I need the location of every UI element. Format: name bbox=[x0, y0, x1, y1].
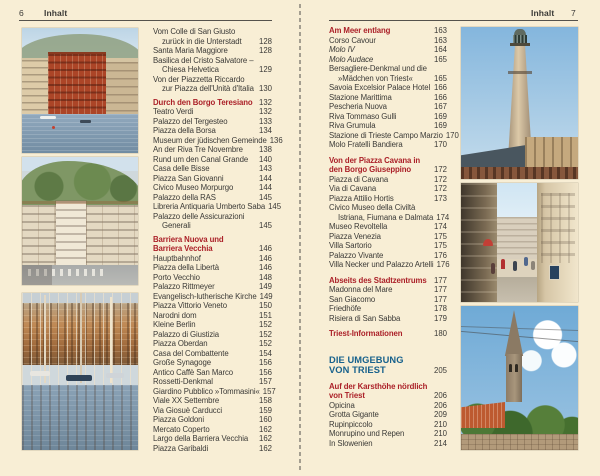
toc-entry bbox=[153, 126, 272, 136]
toc-entry-page-number: 178 bbox=[433, 304, 447, 313]
red-umbrella bbox=[483, 239, 493, 246]
toc-entry-title: Palazzo della RAS bbox=[153, 192, 216, 202]
toc-entry-page-number: 143 bbox=[258, 164, 272, 173]
toc-entry-page-number: 206 bbox=[433, 391, 447, 400]
toc-entry bbox=[153, 311, 272, 321]
toc-entry-page-number: 152 bbox=[258, 339, 272, 348]
toc-entry bbox=[153, 117, 272, 127]
toc-entry-title: Barriera Nuova und bbox=[153, 234, 224, 244]
toc-entry bbox=[329, 74, 447, 84]
toc-entry-title: Von der Piazzetta Riccardo bbox=[153, 74, 245, 84]
toc-entry-page-number: 209 bbox=[433, 410, 447, 419]
toc-entry-title: Narodni dom bbox=[153, 310, 197, 320]
toc-entry bbox=[153, 174, 272, 184]
toc-entry-page-number: 214 bbox=[433, 438, 447, 448]
toc-entry-page-number: 145 bbox=[258, 221, 272, 230]
stone-wall bbox=[461, 434, 578, 450]
toc-entry-title: Barriera Vecchia bbox=[153, 244, 213, 253]
toc-entry-page-number: 176 bbox=[436, 260, 450, 269]
toc-entry-page-number: 175 bbox=[433, 241, 447, 250]
toc-entry bbox=[153, 37, 272, 47]
toc-entry-title: Piazza Goldoni bbox=[153, 415, 205, 424]
toc-entry bbox=[153, 135, 283, 146]
toc-entry-title: Generali bbox=[162, 221, 191, 230]
toc-entry-page-number: 160 bbox=[258, 415, 272, 424]
toc-entry-title: Piazza della Borsa bbox=[153, 126, 216, 135]
toc-entry-page-number: 180 bbox=[433, 329, 447, 338]
toc-entry-page-number: 132 bbox=[258, 97, 272, 107]
toc-entry-title: Madonna del Mare bbox=[329, 285, 393, 294]
toc-entry-page-number: 146 bbox=[258, 244, 272, 253]
mast-reflections bbox=[22, 385, 138, 450]
toc-entry-title: Monrupino und Repen bbox=[329, 429, 405, 438]
toc-entry-title: Piazza Garibaldi bbox=[153, 443, 209, 453]
mast bbox=[80, 293, 82, 383]
toc-entry bbox=[329, 55, 447, 65]
toc-entry-title: zurück in die Unterstadt bbox=[162, 36, 242, 46]
toc-entry-title: Grotta Gigante bbox=[329, 410, 379, 419]
toc-entry-title: Von der Piazza Cavana in bbox=[329, 155, 421, 165]
toc-entry-page-number: 128 bbox=[258, 36, 272, 46]
left-header-rule bbox=[19, 20, 272, 21]
toc-entry bbox=[153, 358, 272, 368]
toc-entry-page-number: 162 bbox=[258, 424, 272, 434]
toc-right-column bbox=[329, 26, 459, 448]
toc-entry bbox=[153, 301, 272, 311]
toc-entry-page-number: 172 bbox=[433, 184, 447, 193]
toc-entry bbox=[329, 382, 447, 392]
toc-entry bbox=[153, 320, 272, 330]
toc-entry-title: Riva Tommaso Gulli bbox=[329, 111, 397, 121]
toc-entry-title: Viale XX Settembre bbox=[153, 396, 220, 405]
toc-entry-title: Friedhöfe bbox=[329, 304, 362, 313]
toc-entry-title: Basilica del Cristo Salvatore – bbox=[153, 55, 254, 65]
toc-entry-page-number: 173 bbox=[433, 193, 447, 203]
toc-entry bbox=[153, 434, 272, 444]
toc-entry-page-number: 144 bbox=[258, 173, 272, 183]
toc-entry bbox=[153, 235, 272, 245]
toc-entry bbox=[329, 36, 447, 46]
lighthouse-gallery bbox=[510, 43, 530, 46]
toc-entry-title: VON TRIEST bbox=[329, 364, 386, 375]
toc-entry bbox=[153, 202, 282, 212]
photo-city-square-hills bbox=[22, 157, 138, 285]
toc-entry bbox=[153, 193, 272, 203]
toc-entry bbox=[329, 285, 447, 295]
toc-entry bbox=[153, 415, 272, 425]
toc-entry-title: Mercato Coperto bbox=[153, 424, 210, 434]
toc-entry-title: Antico Caffè San Marco bbox=[153, 367, 233, 377]
toc-entry-title: Evangelisch-lutherische Kirche bbox=[153, 291, 257, 301]
toc-entry-title: Riva Grumula bbox=[329, 121, 376, 130]
toc-entry bbox=[329, 410, 447, 420]
toc-entry bbox=[153, 425, 272, 435]
photo-canal-grande-red-palazzo bbox=[22, 28, 138, 153]
toc-entry bbox=[153, 396, 272, 406]
toc-entry bbox=[153, 183, 272, 193]
toc-entry bbox=[153, 273, 272, 283]
toc-entry-page-number: 136 bbox=[269, 135, 283, 145]
toc-entry-title: Museo Revoltella bbox=[329, 222, 388, 231]
toc-entry bbox=[329, 184, 447, 194]
toc-entry-page-number: 156 bbox=[258, 367, 272, 377]
toc-entry-page-number: 134 bbox=[258, 126, 272, 135]
toc-entry-page-number: 177 bbox=[433, 275, 447, 285]
navy-hull bbox=[66, 375, 92, 381]
toc-entry-page-number: 174 bbox=[433, 222, 447, 231]
toc-entry bbox=[153, 155, 272, 165]
toc-entry-title: Piazza Vittorio Veneto bbox=[153, 301, 227, 310]
toc-entry-title: Pescheria Nuova bbox=[329, 102, 387, 111]
toc-entry-title: Molo IV bbox=[329, 45, 355, 54]
toc-entry-page-number: 163 bbox=[433, 35, 447, 45]
toc-entry-title: Chiesa Helvetica bbox=[162, 65, 219, 74]
toc-entry bbox=[153, 292, 272, 302]
toc-entry-title: Santa Maria Maggiore bbox=[153, 46, 228, 55]
toc-entry bbox=[329, 112, 447, 122]
toc-entry bbox=[329, 391, 447, 401]
toc-entry bbox=[153, 84, 272, 94]
toc-entry bbox=[153, 98, 272, 108]
toc-entry bbox=[329, 175, 447, 185]
toc-entry-page-number: 151 bbox=[258, 310, 272, 320]
toc-entry-page-number: 145 bbox=[268, 202, 282, 211]
white-palazzo bbox=[56, 201, 86, 265]
roofline bbox=[22, 201, 138, 204]
toc-entry-title: DIE UMGEBUNG bbox=[329, 354, 404, 365]
toc-entry bbox=[153, 377, 272, 387]
right-page-number: 7 bbox=[571, 8, 576, 18]
toc-entry-title: Palazzo del Tergesteo bbox=[153, 116, 228, 126]
toc-entry bbox=[153, 212, 272, 222]
toc-entry-title: Bersagliere-Denkmal und die bbox=[329, 64, 427, 73]
cream-building-right bbox=[106, 62, 138, 114]
toc-entry-page-number: 132 bbox=[258, 107, 272, 116]
toc-entry-page-number: 133 bbox=[258, 116, 272, 126]
toc-entry-page-number: 177 bbox=[433, 285, 447, 294]
street-shadow bbox=[22, 265, 52, 285]
toc-entry-page-number: 174 bbox=[436, 212, 450, 222]
red-buoy bbox=[52, 126, 55, 129]
belfry-arch bbox=[515, 364, 518, 372]
toc-entry-page-number: 150 bbox=[258, 301, 272, 310]
toc-entry-title: Libreria Antiquaria Umberto Saba bbox=[153, 202, 266, 211]
toc-entry-title: Villa Sartorio bbox=[329, 241, 372, 250]
toc-entry bbox=[329, 295, 447, 305]
toc-entry-title: Museum der jüdischen Gemeinde bbox=[153, 135, 267, 145]
toc-entry-page-number: 206 bbox=[433, 400, 447, 410]
photo-lighthouse bbox=[461, 27, 578, 179]
toc-entry-page-number: 205 bbox=[433, 365, 447, 375]
toc-entry-title: Piazza Oberdan bbox=[153, 339, 208, 348]
toc-entry bbox=[153, 145, 272, 155]
toc-entry bbox=[329, 439, 447, 449]
toc-entry-title: Istriana, Fiumana e Dalmata bbox=[338, 212, 434, 222]
toc-entry-page-number: 166 bbox=[433, 83, 447, 92]
toc-entry-title: Durch den Borgo Teresiano bbox=[153, 97, 253, 107]
toc-entry bbox=[329, 365, 447, 376]
toc-entry-page-number: 145 bbox=[258, 192, 272, 202]
toc-entry-title: Civico Museo Morpurgo bbox=[153, 183, 234, 192]
toc-entry bbox=[153, 221, 272, 231]
toc-entry-title: Piazza di Cavana bbox=[329, 174, 389, 184]
shop-sign-board bbox=[549, 265, 560, 280]
pedestrian bbox=[491, 263, 495, 274]
mast bbox=[44, 295, 46, 383]
toc-entry-page-number: 159 bbox=[258, 405, 272, 415]
left-page-number: 6 bbox=[19, 8, 24, 18]
toc-entry-title: Kleine Berlin bbox=[153, 320, 196, 329]
toc-entry bbox=[329, 276, 447, 286]
toc-entry-title: Porto Vecchio bbox=[153, 272, 200, 282]
toc-entry bbox=[153, 330, 272, 340]
toc-entry-title: Rossetti-Denkmal bbox=[153, 377, 213, 386]
toc-entry-title: Palazzo Vivante bbox=[329, 250, 384, 260]
belfry-arch bbox=[509, 364, 512, 372]
toc-entry-page-number: 128 bbox=[258, 46, 272, 55]
mast bbox=[110, 297, 112, 383]
toc-entry-page-number: 162 bbox=[258, 434, 272, 443]
toc-entry-page-number: 157 bbox=[258, 377, 272, 386]
toc-entry bbox=[329, 102, 447, 112]
toc-entry-title: San Giacomo bbox=[329, 294, 376, 304]
toc-entry-page-number: 175 bbox=[433, 231, 447, 241]
toc-entry-page-number: 148 bbox=[258, 272, 272, 282]
arcade-strip bbox=[461, 167, 578, 179]
toc-entry-title: Rupinpiccolo bbox=[329, 419, 373, 429]
toc-entry bbox=[329, 355, 447, 365]
toc-entry-page-number: 149 bbox=[259, 291, 273, 301]
toc-entry bbox=[329, 304, 447, 314]
toc-entry bbox=[329, 165, 447, 175]
toc-entry bbox=[329, 232, 447, 242]
toc-entry-title: Auf der Karsthöhe nördlich bbox=[329, 381, 428, 391]
toc-entry bbox=[329, 429, 447, 439]
toc-entry bbox=[153, 107, 272, 117]
toc-entry-page-number: 170 bbox=[445, 130, 459, 140]
toc-entry-title: Stazione Marittima bbox=[329, 92, 392, 102]
toc-entry-title: Molo Fratelli Bandiera bbox=[329, 140, 403, 149]
toc-entry-page-number: 164 bbox=[433, 45, 447, 54]
toc-entry bbox=[329, 241, 447, 251]
toc-left-column bbox=[153, 27, 283, 453]
toc-entry bbox=[153, 56, 272, 66]
toc-entry bbox=[153, 368, 272, 378]
toc-entry-page-number: 149 bbox=[258, 282, 272, 291]
toc-entry bbox=[329, 93, 447, 103]
toc-entry bbox=[153, 75, 272, 85]
toc-entry-page-number: 170 bbox=[433, 140, 447, 149]
pedestrian bbox=[513, 261, 517, 271]
toc-entry bbox=[329, 420, 447, 430]
toc-entry-page-number: 146 bbox=[258, 263, 272, 272]
toc-entry-title: Giardino Pubblico »Tommasini« bbox=[153, 386, 260, 396]
toc-entry bbox=[329, 329, 447, 339]
toc-entry-title: Große Synagoge bbox=[153, 358, 211, 367]
left-page-header-title: Inhalt bbox=[44, 8, 68, 18]
toc-entry-page-number: 165 bbox=[433, 73, 447, 83]
toc-entry-page-number: 138 bbox=[258, 145, 272, 154]
toc-entry-title: Savoia Excelsior Palace Hotel bbox=[329, 83, 431, 92]
toc-entry-page-number: 210 bbox=[433, 419, 447, 429]
toc-entry bbox=[153, 444, 272, 454]
toc-entry-page-number: 210 bbox=[433, 429, 447, 438]
toc-entry-page-number: 177 bbox=[433, 294, 447, 304]
toc-entry-page-number: 162 bbox=[258, 443, 272, 453]
toc-entry-page-number: 129 bbox=[258, 65, 272, 74]
toc-entry-title: Risiera di San Sabba bbox=[329, 313, 401, 323]
toc-entry-title: »Mädchen von Triest« bbox=[338, 73, 413, 83]
toc-entry-page-number: 152 bbox=[258, 320, 272, 329]
right-page-header-title: Inhalt bbox=[531, 8, 555, 18]
toc-entry bbox=[329, 251, 447, 261]
red-brick-palazzo bbox=[48, 52, 106, 116]
toc-section-gap bbox=[329, 339, 447, 355]
toc-entry-title: Casa delle Bisse bbox=[153, 164, 210, 173]
toc-entry-title: Rund um den Canal Grande bbox=[153, 154, 249, 164]
toc-entry bbox=[153, 349, 272, 359]
toc-entry bbox=[329, 45, 447, 55]
toc-entry-page-number: 169 bbox=[433, 111, 447, 121]
toc-entry-title: zur Piazza dell'Unità d'Italia bbox=[162, 84, 254, 93]
toc-entry bbox=[329, 156, 447, 166]
photo-bell-tower bbox=[461, 306, 578, 450]
toc-entry-page-number: 169 bbox=[433, 121, 447, 130]
photo-marina-sailboats bbox=[22, 293, 138, 450]
toc-entry-title: Via di Cavana bbox=[329, 184, 377, 193]
toc-entry bbox=[329, 121, 447, 131]
toc-entry-title: Casa del Combattente bbox=[153, 348, 229, 358]
gray-hull bbox=[106, 373, 124, 378]
toc-entry bbox=[153, 65, 272, 75]
toc-entry-title: Vom Colle di San Giusto bbox=[153, 27, 236, 36]
toc-entry-title: Palazzo di Giustizia bbox=[153, 329, 220, 339]
toc-entry-title: In Slowenien bbox=[329, 438, 373, 448]
toc-entry-title: Piazza della Libertà bbox=[153, 263, 220, 272]
toc-entry-title: Teatro Verdi bbox=[153, 107, 194, 116]
toc-entry-title: Largo della Barriera Vecchia bbox=[153, 434, 249, 443]
toc-entry bbox=[153, 282, 272, 292]
toc-entry-title: Palazzo delle Assicurazioni bbox=[153, 211, 245, 221]
toc-entry bbox=[153, 244, 272, 254]
toc-entry bbox=[329, 212, 450, 223]
page-gutter-dashed-line bbox=[299, 4, 301, 472]
white-hull bbox=[30, 371, 50, 376]
toc-entry-title: Palazzo Rittmeyer bbox=[153, 282, 215, 291]
toc-entry-title: Civico Museo della Civiltà bbox=[329, 203, 416, 212]
toc-entry bbox=[153, 46, 272, 56]
toc-entry-page-number: 172 bbox=[433, 165, 447, 174]
toc-entry bbox=[153, 254, 272, 264]
toc-entry-title: von Triest bbox=[329, 391, 365, 400]
toc-entry-page-number: 152 bbox=[258, 329, 272, 339]
toc-entry-page-number: 144 bbox=[258, 183, 272, 192]
toc-entry bbox=[153, 263, 272, 273]
toc-entry-page-number: 163 bbox=[433, 26, 447, 35]
pedestrian bbox=[524, 257, 528, 266]
toc-entry-page-number: 140 bbox=[258, 154, 272, 164]
toc-entry bbox=[329, 314, 447, 324]
toc-entry bbox=[329, 194, 447, 204]
toc-entry-page-number: 156 bbox=[258, 358, 272, 367]
toc-entry-title: Abseits des Stadtzentrums bbox=[329, 275, 427, 285]
lighthouse-balcony-ring bbox=[508, 71, 532, 74]
toc-entry-page-number: 176 bbox=[433, 250, 447, 260]
toc-entry bbox=[329, 203, 447, 213]
toc-entry-page-number: 167 bbox=[433, 102, 447, 111]
toc-entry-page-number: 166 bbox=[433, 92, 447, 102]
toc-entry-title: Piazza Venezia bbox=[329, 231, 381, 241]
toc-entry bbox=[329, 222, 447, 232]
toc-entry-title: Hauptbahnhof bbox=[153, 253, 201, 263]
toc-entry bbox=[329, 26, 447, 36]
toc-entry-page-number: 157 bbox=[262, 386, 276, 396]
toc-entry-page-number: 154 bbox=[258, 348, 272, 358]
toc-entry-page-number: 172 bbox=[433, 174, 447, 184]
toc-entry bbox=[329, 140, 447, 150]
toc-entry-title: Triest-Informationen bbox=[329, 329, 403, 338]
pedestrian bbox=[531, 261, 535, 270]
photo-shopping-street bbox=[461, 183, 578, 302]
toc-entry-title: Piazza San Giovanni bbox=[153, 173, 224, 183]
toc-entry-page-number: 130 bbox=[258, 84, 272, 93]
toc-entry-page-number: 158 bbox=[258, 396, 272, 405]
toc-entry-page-number: 165 bbox=[433, 54, 447, 64]
window-grid bbox=[541, 193, 575, 263]
toc-entry-title: Piazza Attilio Hortis bbox=[329, 193, 394, 203]
toc-entry-title: Opicina bbox=[329, 400, 355, 410]
toc-entry-title: Corso Cavour bbox=[329, 35, 376, 45]
toc-entry-title: Villa Necker und Palazzo Artelli bbox=[329, 260, 434, 269]
toc-entry bbox=[329, 260, 450, 270]
toc-entry-title: Via Giosuè Carducci bbox=[153, 405, 223, 415]
toc-entry bbox=[329, 83, 447, 93]
toc-entry bbox=[329, 401, 447, 411]
toc-entry bbox=[329, 64, 447, 74]
toc-entry-title: Stazione di Trieste Campo Marzio bbox=[329, 130, 443, 140]
white-boat bbox=[40, 116, 56, 119]
toc-entry bbox=[153, 386, 276, 397]
pedestrian-red-coat bbox=[501, 259, 505, 269]
toc-entry bbox=[329, 130, 459, 141]
cream-building-left bbox=[22, 60, 50, 114]
toc-entry-title: den Borgo Giuseppino bbox=[329, 165, 412, 174]
toc-entry bbox=[153, 164, 272, 174]
toc-entry bbox=[153, 406, 272, 416]
toc-entry bbox=[153, 339, 272, 349]
toc-entry-title: Am Meer entlang bbox=[329, 26, 391, 35]
toc-entry-page-number: 179 bbox=[433, 313, 447, 323]
toc-entry-title: Molo Audace bbox=[329, 54, 374, 64]
toc-entry-page-number: 146 bbox=[258, 253, 272, 263]
toc-entry bbox=[153, 27, 272, 37]
right-header-rule bbox=[329, 20, 578, 21]
dark-boat bbox=[80, 120, 91, 123]
toc-entry-title: An der Riva Tre Novembre bbox=[153, 145, 243, 154]
